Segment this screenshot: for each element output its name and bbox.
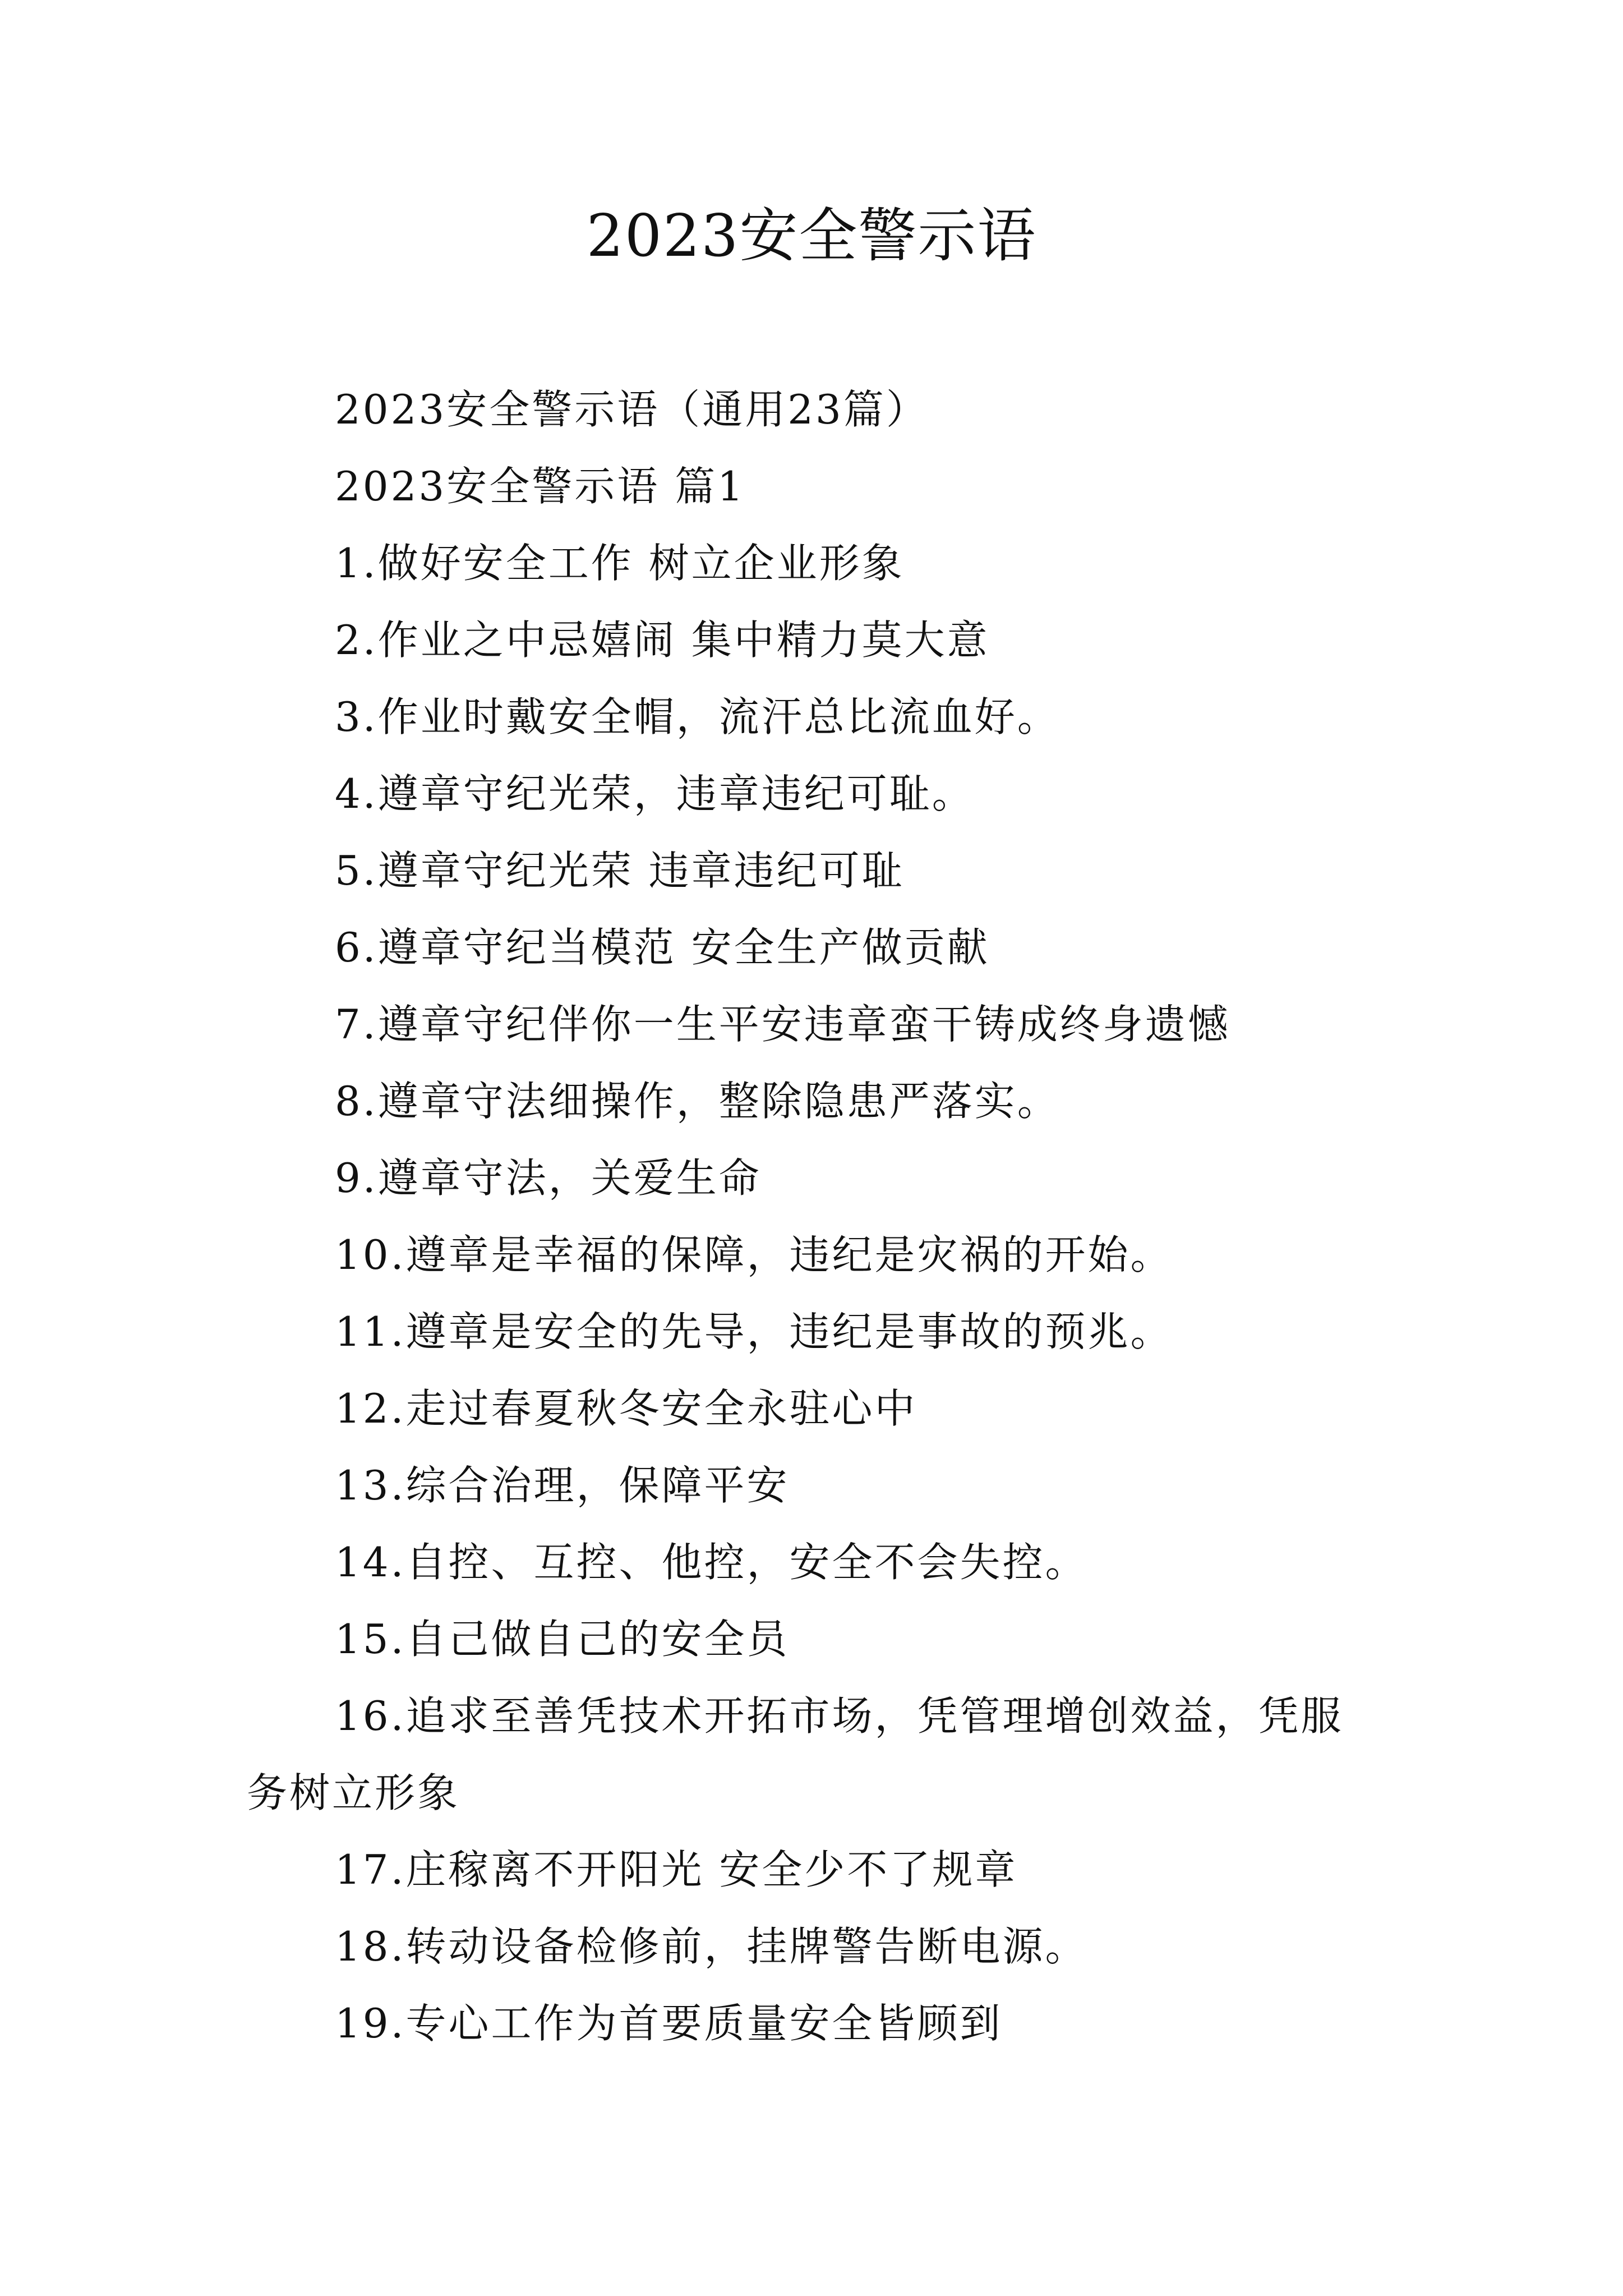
subtitle-paragraph: 2023安全警示语（通用23篇） <box>335 386 929 433</box>
slogan-item: 12.走过春夏秋冬安全永驻心中 <box>335 1385 917 1432</box>
document-body <box>247 371 1380 2062</box>
slogan-item: 1.做好安全工作 树立企业形象 <box>335 540 905 587</box>
slogan-item: 5.遵章守纪光荣 违章违纪可耻 <box>335 847 905 894</box>
page-title: 2023安全警示语 <box>586 201 1037 270</box>
slogan-item: 15.自己做自己的安全员 <box>335 1616 790 1663</box>
slogan-item: 11.遵章是安全的先导，违纪是事故的预兆。 <box>335 1308 1173 1355</box>
slogan-item: 13.综合治理，保障平安 <box>335 1462 790 1509</box>
slogan-item: 19.专心工作为首要质量安全皆顾到 <box>335 2000 1003 2047</box>
slogan-item: 4.遵章守纪光荣，违章违纪可耻。 <box>335 770 975 817</box>
slogan-item: 6.遵章守纪当模范 安全生产做贡献 <box>335 924 990 971</box>
slogan-item: 3.作业时戴安全帽，流汗总比流血好。 <box>335 693 1060 740</box>
section-heading: 2023安全警示语 篇1 <box>335 463 745 510</box>
slogan-item: 2.作业之中忌嬉闹 集中精力莫大意 <box>335 616 990 664</box>
slogan-item: 14.自控、互控、他控，安全不会失控。 <box>335 1539 1088 1586</box>
slogan-item: 8.遵章守法细操作，整除隐患严落实。 <box>335 1078 1060 1125</box>
slogan-item: 10.遵章是幸福的保障，违纪是灾祸的开始。 <box>335 1231 1173 1278</box>
slogan-item: 16.追求至善凭技术开拓市场，凭管理增创效益，凭服务树立形象 <box>247 1692 1344 1816</box>
slogan-item: 9.遵章守法，关爱生命 <box>335 1154 762 1202</box>
slogan-item: 17.庄稼离不开阳光 安全少不了规章 <box>335 1846 1018 1893</box>
slogan-item: 7.遵章守纪伴你一生平安违章蛮干铸成终身遗憾 <box>335 1001 1230 1048</box>
slogan-item: 18.转动设备检修前，挂牌警告断电源。 <box>335 1923 1088 1970</box>
